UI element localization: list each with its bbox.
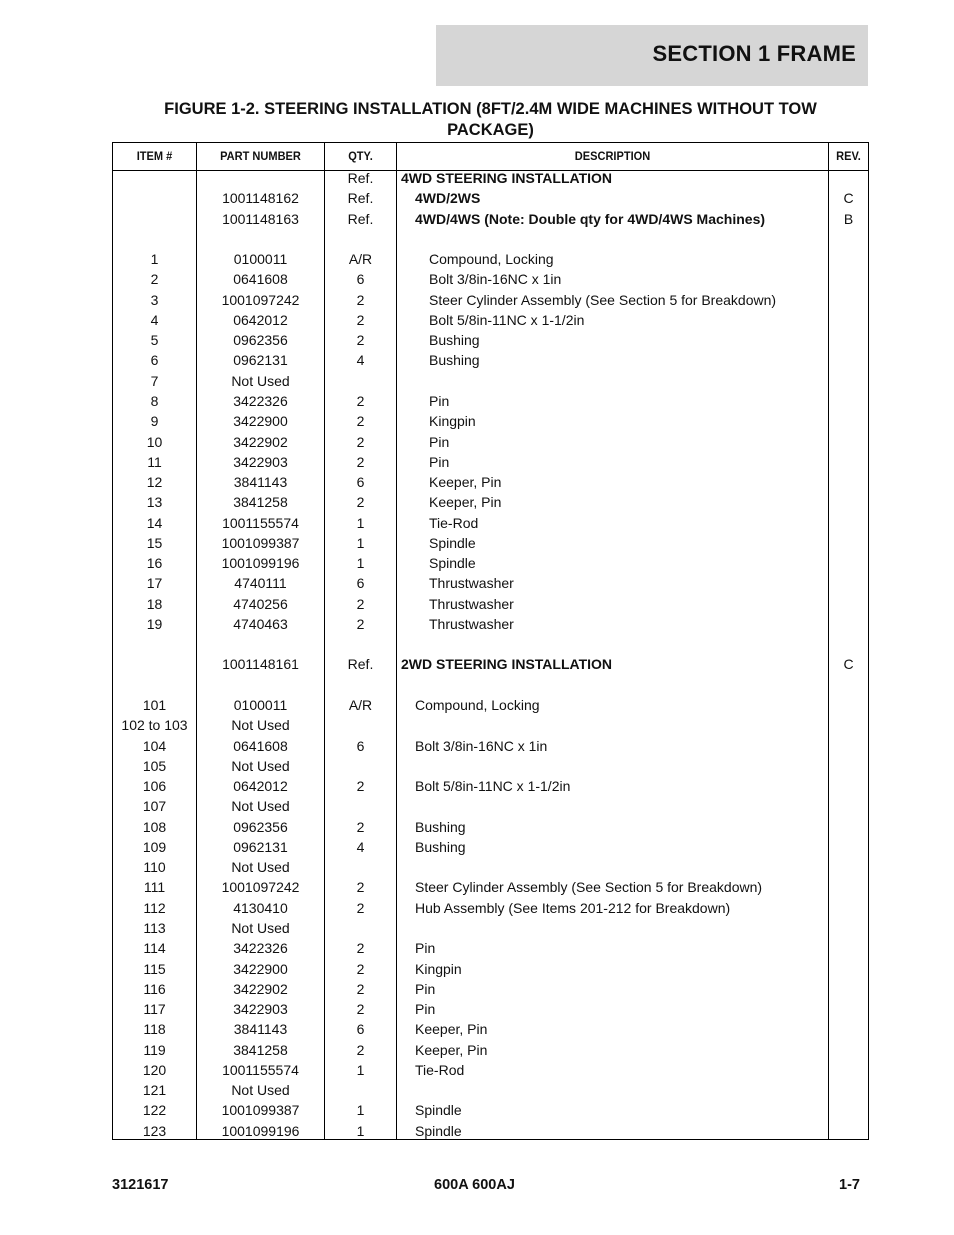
table-row bbox=[113, 877, 868, 897]
cell-qty: 2 bbox=[356, 960, 365, 977]
table-row bbox=[113, 857, 868, 877]
cell-item-number: 116 bbox=[143, 980, 166, 997]
cell-qty: 6 bbox=[356, 1021, 365, 1038]
footer-model: 600A 600AJ bbox=[434, 1177, 515, 1193]
cell-description: Steer Cylinder Assembly (See Section 5 for Breakdown) bbox=[429, 291, 777, 308]
cell-qty: 2 bbox=[356, 413, 365, 430]
cell-item-number: 107 bbox=[142, 798, 167, 815]
table-row bbox=[113, 533, 868, 553]
cell-part-number: 1001099196 bbox=[221, 1122, 300, 1139]
cell-part-number: 0962131 bbox=[233, 352, 288, 369]
cell-qty: Ref. bbox=[347, 190, 374, 207]
cell-item-number: 2 bbox=[150, 271, 159, 288]
cell-part-number: 1001097242 bbox=[221, 879, 300, 896]
cell-description: Pin bbox=[415, 1001, 436, 1018]
cell-description: Thrustwasher bbox=[429, 615, 514, 632]
cell-item-number: 1 bbox=[150, 251, 159, 268]
table-row bbox=[113, 411, 868, 431]
cell-description: Kingpin bbox=[429, 413, 476, 430]
table-row bbox=[113, 310, 868, 330]
cell-description: Hub Assembly (See Items 201-212 for Breakdown) bbox=[415, 899, 731, 916]
cell-item-number: 6 bbox=[150, 352, 159, 369]
cell-qty: 6 bbox=[356, 737, 365, 754]
col-header-description: DESCRIPTION bbox=[574, 149, 651, 163]
cell-item-number: 13 bbox=[146, 494, 163, 511]
table-row bbox=[113, 269, 868, 289]
cell-item-number: 115 bbox=[143, 960, 166, 977]
table-row bbox=[113, 695, 868, 715]
cell-part-number: 3422900 bbox=[233, 960, 288, 977]
cell-description: Keeper, Pin bbox=[415, 1021, 488, 1038]
table-row bbox=[113, 371, 868, 391]
col-header-qty: QTY. bbox=[348, 149, 373, 163]
cell-qty: 2 bbox=[356, 494, 365, 511]
col-header-item: ITEM # bbox=[136, 149, 173, 163]
cell-item-number: 5 bbox=[150, 332, 159, 349]
col-header-rev: REV. bbox=[836, 149, 861, 163]
table-row bbox=[113, 837, 868, 857]
cell-item-number: 120 bbox=[142, 1061, 167, 1078]
cell-description: Keeper, Pin bbox=[415, 1041, 488, 1058]
cell-item-number: 17 bbox=[146, 575, 163, 592]
table-row bbox=[113, 391, 868, 411]
cell-rev: C bbox=[843, 656, 854, 673]
footer-doc-number: 3121617 bbox=[112, 1177, 169, 1193]
cell-description: Pin bbox=[415, 980, 436, 997]
cell-qty: 1 bbox=[356, 1061, 365, 1078]
cell-part-number: 0962356 bbox=[233, 332, 288, 349]
table-row bbox=[113, 188, 868, 208]
cell-description: Keeper, Pin bbox=[429, 474, 502, 491]
table-row bbox=[113, 432, 868, 452]
cell-qty: 2 bbox=[356, 311, 365, 328]
cell-item-number: 109 bbox=[142, 838, 167, 855]
cell-item-number: 122 bbox=[142, 1102, 167, 1119]
cell-description: Bolt 3/8in-16NC x 1in bbox=[429, 271, 562, 288]
cell-description: Tie-Rod bbox=[415, 1061, 465, 1078]
table-row bbox=[113, 1100, 868, 1120]
cell-description: Pin bbox=[429, 392, 450, 409]
cell-description: 4WD/4WS (Note: Double qty for 4WD/4WS Machines) bbox=[415, 210, 766, 227]
cell-qty: 2 bbox=[356, 332, 365, 349]
cell-part-number: 4130410 bbox=[233, 899, 288, 916]
table-row bbox=[113, 1121, 868, 1141]
cell-item-number: 121 bbox=[142, 1082, 167, 1099]
cell-part-number: Not Used bbox=[231, 1082, 290, 1099]
cell-item-number: 111 bbox=[143, 879, 166, 896]
cell-part-number: 0641608 bbox=[233, 737, 288, 754]
cell-part-number: 4740463 bbox=[233, 615, 288, 632]
table-row bbox=[113, 918, 868, 938]
cell-description: Spindle bbox=[429, 555, 476, 572]
cell-qty: 2 bbox=[356, 879, 365, 896]
cell-item-number: 123 bbox=[142, 1122, 167, 1139]
cell-qty: 2 bbox=[356, 453, 365, 470]
cell-part-number: 0962131 bbox=[233, 838, 288, 855]
cell-part-number: Not Used bbox=[231, 757, 290, 774]
cell-item-number: 16 bbox=[146, 555, 163, 572]
cell-part-number: 0641608 bbox=[233, 271, 288, 288]
table-row bbox=[113, 330, 868, 350]
cell-part-number: Not Used bbox=[231, 919, 290, 936]
table-row bbox=[113, 1060, 868, 1080]
table-row bbox=[113, 513, 868, 533]
cell-qty: 2 bbox=[356, 433, 365, 450]
table-row bbox=[113, 959, 868, 979]
cell-description: 4WD STEERING INSTALLATION bbox=[401, 170, 613, 186]
table-row bbox=[113, 209, 868, 229]
cell-rev: C bbox=[843, 190, 854, 207]
cell-part-number: Not Used bbox=[231, 717, 290, 734]
cell-part-number: 3422902 bbox=[233, 980, 288, 997]
cell-part-number: 3422903 bbox=[233, 1001, 288, 1018]
cell-item-number: 18 bbox=[146, 595, 163, 612]
table-row bbox=[113, 594, 868, 614]
cell-description: Bushing bbox=[429, 332, 480, 349]
cell-part-number: 4740256 bbox=[233, 595, 288, 612]
cell-qty: A/R bbox=[348, 251, 373, 268]
cell-qty: 1 bbox=[356, 1102, 365, 1119]
cell-part-number: 4740111 bbox=[234, 575, 287, 592]
cell-item-number: 101 bbox=[142, 697, 167, 714]
table-row bbox=[113, 1019, 868, 1039]
blank-row bbox=[113, 634, 868, 654]
cell-description: 4WD/2WS bbox=[415, 190, 481, 207]
table-row bbox=[113, 1040, 868, 1060]
cell-part-number: 0642012 bbox=[233, 778, 288, 795]
table-header bbox=[113, 143, 868, 171]
table-row bbox=[113, 938, 868, 958]
cell-part-number: 3841143 bbox=[233, 474, 288, 491]
cell-description: Bushing bbox=[415, 818, 466, 835]
cell-qty: 4 bbox=[356, 838, 365, 855]
cell-item-number: 104 bbox=[142, 737, 167, 754]
cell-item-number: 114 bbox=[143, 940, 166, 957]
cell-qty: 2 bbox=[356, 1001, 365, 1018]
cell-part-number: 3841258 bbox=[233, 494, 288, 511]
cell-description: Compound, Locking bbox=[429, 251, 554, 268]
cell-item-number: 12 bbox=[146, 474, 163, 491]
table-row bbox=[113, 898, 868, 918]
cell-qty: 2 bbox=[356, 595, 365, 612]
table-row bbox=[113, 553, 868, 573]
cell-item-number: 108 bbox=[142, 818, 167, 835]
cell-part-number: 3841143 bbox=[233, 1021, 288, 1038]
table-row bbox=[113, 979, 868, 999]
cell-qty: 2 bbox=[356, 778, 365, 795]
cell-qty: Ref. bbox=[347, 656, 374, 673]
cell-part-number: Not Used bbox=[231, 372, 290, 389]
cell-item-number: 102 to 103 bbox=[121, 717, 188, 734]
figure-title-line-1: FIGURE 1-2. STEERING INSTALLATION (8FT/2.4M WIDE MACHINES WITHOUT TOW bbox=[164, 100, 817, 118]
table-row bbox=[113, 817, 868, 837]
cell-item-number: 4 bbox=[150, 311, 159, 328]
col-header-part-number: PART NUMBER bbox=[220, 149, 301, 163]
cell-qty: 1 bbox=[356, 534, 365, 551]
table-row bbox=[113, 999, 868, 1019]
figure-title-line-2: PACKAGE) bbox=[447, 121, 534, 139]
cell-qty: Ref. bbox=[347, 170, 374, 186]
cell-item-number: 8 bbox=[150, 392, 159, 409]
section-header-box bbox=[436, 25, 868, 86]
table-row bbox=[113, 573, 868, 593]
cell-qty: 1 bbox=[356, 1122, 365, 1139]
cell-description: Thrustwasher bbox=[429, 595, 514, 612]
cell-part-number: 1001148163 bbox=[222, 210, 299, 227]
cell-item-number: 19 bbox=[146, 615, 163, 632]
cell-rev: B bbox=[843, 210, 854, 227]
cell-part-number: 1001099387 bbox=[221, 1102, 300, 1119]
table-row bbox=[113, 654, 868, 674]
cell-item-number: 14 bbox=[146, 514, 163, 531]
cell-description: Spindle bbox=[415, 1122, 462, 1139]
table-row bbox=[113, 168, 868, 188]
cell-description: Spindle bbox=[415, 1102, 462, 1119]
cell-part-number: 1001148161 bbox=[222, 656, 299, 673]
cell-part-number: 0962356 bbox=[233, 818, 288, 835]
cell-description: Compound, Locking bbox=[415, 697, 540, 714]
cell-qty: 1 bbox=[356, 514, 365, 531]
cell-description: Bushing bbox=[415, 838, 466, 855]
cell-item-number: 15 bbox=[146, 534, 163, 551]
cell-item-number: 106 bbox=[142, 778, 167, 795]
cell-description: Bolt 3/8in-16NC x 1in bbox=[415, 737, 548, 754]
cell-item-number: 118 bbox=[143, 1021, 166, 1038]
cell-description: Thrustwasher bbox=[429, 575, 514, 592]
cell-description: Bolt 5/8in-11NC x 1-1/2in bbox=[429, 311, 585, 328]
cell-qty: 2 bbox=[356, 392, 365, 409]
cell-part-number: 3422902 bbox=[233, 433, 288, 450]
table-row bbox=[113, 249, 868, 269]
footer-page-number: 1-7 bbox=[839, 1177, 860, 1193]
table-row bbox=[113, 756, 868, 776]
blank-row bbox=[113, 229, 868, 249]
table-row bbox=[113, 614, 868, 634]
cell-part-number: 0100011 bbox=[233, 697, 288, 714]
cell-part-number: 1001099387 bbox=[221, 534, 300, 551]
cell-qty: 6 bbox=[356, 271, 365, 288]
cell-part-number: 3422326 bbox=[233, 392, 288, 409]
cell-qty: 1 bbox=[356, 555, 365, 572]
cell-qty: 6 bbox=[356, 575, 365, 592]
table-row bbox=[113, 796, 868, 816]
cell-description: Bushing bbox=[429, 352, 480, 369]
cell-part-number: 3422900 bbox=[233, 413, 288, 430]
table-row bbox=[113, 452, 868, 472]
cell-part-number: 1001155574 bbox=[222, 514, 299, 531]
cell-item-number: 113 bbox=[143, 919, 166, 936]
cell-item-number: 105 bbox=[142, 757, 167, 774]
cell-qty: 2 bbox=[356, 818, 365, 835]
cell-description: Keeper, Pin bbox=[429, 494, 502, 511]
table-row bbox=[113, 776, 868, 796]
table-row bbox=[113, 1080, 868, 1100]
cell-qty: 2 bbox=[356, 615, 365, 632]
cell-description: Steer Cylinder Assembly (See Section 5 for Breakdown) bbox=[415, 879, 763, 896]
blank-row bbox=[113, 675, 868, 695]
parts-table bbox=[112, 142, 869, 1140]
cell-qty: A/R bbox=[348, 697, 373, 714]
cell-item-number: 119 bbox=[143, 1041, 166, 1058]
cell-part-number: 0642012 bbox=[233, 311, 288, 328]
cell-qty: Ref. bbox=[347, 210, 374, 227]
cell-qty: 2 bbox=[356, 899, 365, 916]
cell-item-number: 11 bbox=[147, 453, 162, 470]
table-row bbox=[113, 492, 868, 512]
cell-description: 2WD STEERING INSTALLATION bbox=[401, 656, 613, 673]
cell-qty: 6 bbox=[356, 474, 365, 491]
cell-item-number: 112 bbox=[143, 899, 166, 916]
cell-part-number: 3841258 bbox=[233, 1041, 288, 1058]
cell-part-number: 1001097242 bbox=[221, 291, 300, 308]
cell-item-number: 9 bbox=[150, 413, 159, 430]
cell-qty: 2 bbox=[356, 291, 365, 308]
cell-description: Pin bbox=[429, 433, 450, 450]
table-row bbox=[113, 472, 868, 492]
table-row bbox=[113, 290, 868, 310]
table-row bbox=[113, 736, 868, 756]
cell-item-number: 10 bbox=[146, 433, 163, 450]
cell-item-number: 7 bbox=[150, 372, 159, 389]
cell-qty: 2 bbox=[356, 940, 365, 957]
table-row bbox=[113, 350, 868, 370]
section-title: SECTION 1 FRAME bbox=[652, 41, 856, 66]
cell-description: Tie-Rod bbox=[429, 514, 479, 531]
cell-qty: 2 bbox=[356, 980, 365, 997]
figure-title bbox=[112, 99, 869, 141]
cell-part-number: 1001099196 bbox=[221, 555, 300, 572]
cell-description: Kingpin bbox=[415, 960, 462, 977]
table-row bbox=[113, 715, 868, 735]
cell-part-number: 3422903 bbox=[233, 453, 288, 470]
cell-item-number: 110 bbox=[143, 859, 166, 876]
cell-item-number: 3 bbox=[150, 291, 159, 308]
cell-part-number: 1001148162 bbox=[222, 190, 299, 207]
cell-part-number: Not Used bbox=[231, 798, 290, 815]
cell-qty: 4 bbox=[356, 352, 365, 369]
cell-qty: 2 bbox=[356, 1041, 365, 1058]
cell-description: Spindle bbox=[429, 534, 476, 551]
cell-item-number: 117 bbox=[143, 1001, 166, 1018]
cell-part-number: 3422326 bbox=[233, 940, 288, 957]
cell-description: Pin bbox=[429, 453, 450, 470]
cell-part-number: 1001155574 bbox=[222, 1061, 299, 1078]
cell-part-number: Not Used bbox=[231, 859, 290, 876]
cell-description: Bolt 5/8in-11NC x 1-1/2in bbox=[415, 778, 571, 795]
cell-description: Pin bbox=[415, 940, 436, 957]
cell-part-number: 0100011 bbox=[233, 251, 288, 268]
